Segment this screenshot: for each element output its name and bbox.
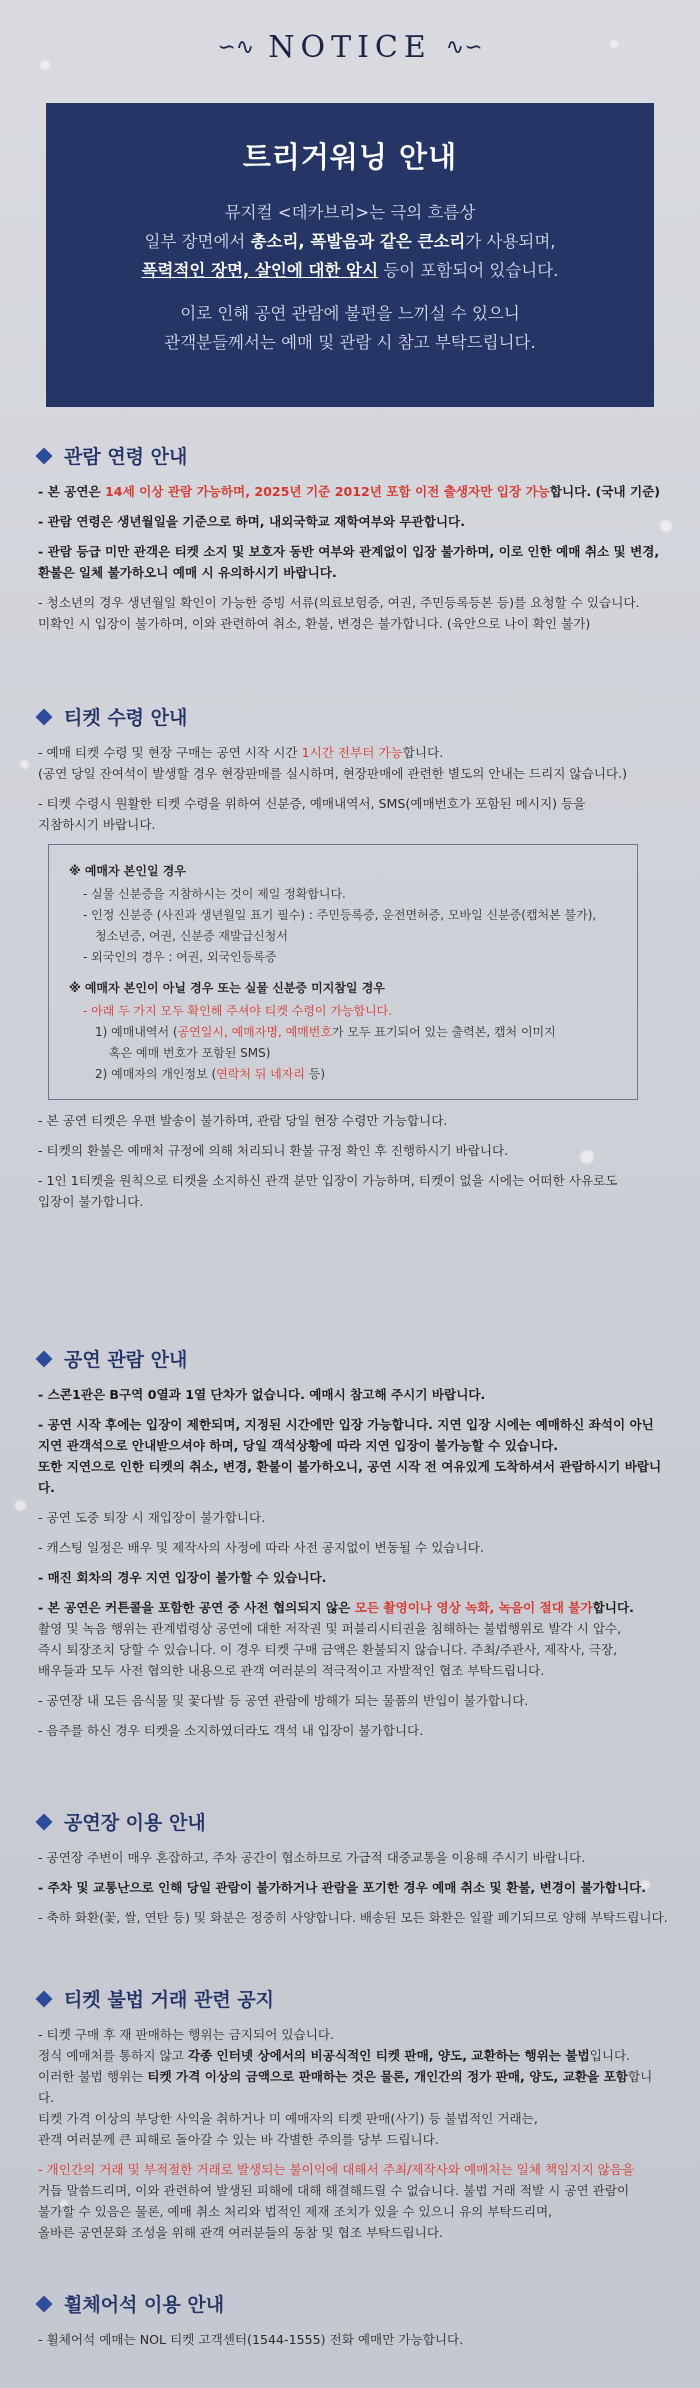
list-item: - 공연 시작 후에는 입장이 제한되며, 지정된 시간에만 입장 가능합니다. 지연 입장 시에는 예매하신 좌석이 아닌 지연 관객석으로 안내받으셔야 하며, 당일 객석상황에 따라 지연 입장이 불가능할 수 있습니다. 또한 지연으로 인한 티켓의 취소, 변경, 환불이 불가하오니, 공연 시작 전 여유있게 도착하셔서 관람하시기 바랍니다. (38, 1417, 662, 1495)
id-info-box: ※ 예매자 본인일 경우 - 실물 신분증을 지참하시는 것이 제일 정확합니다. - 인정 신분증 (사진과 생년월일 표기 필수) : 주민등록증, 운전면허증, 모바일 신분증(캡처본 불가), 청소년증, 여권, 신분증 재발급신청서 - 외국인의 경우 : 여권, 외국인등록증 ※ 예매자 본인이 아닐 경우 또는 실물 신분증 미지참일 경우 - 아래 두 가지 모두 확인해 주셔야 티켓 수령이 가능합니다. 1) 예매내역서 (공연일시, 예매자명, 예매번호가 모두 표기되어 있는 출력본, 캡처 이미지 혹은 예매 번호가 포함된 SMS) 2) 예매자의 개인정보 (연락처 뒤 네자리 등) (48, 844, 638, 1100)
section-age (38, 442, 668, 643)
list-item: - 관람 등급 미만 관객은 티켓 소지 및 보호자 동반 여부와 관계없이 입장 불가하며, 이로 인한 예매 취소 및 변경, 환불은 일체 불가하오니 예매 시 유의하시기 바랍니다. (38, 544, 660, 580)
list-item: - 본 공연 티켓은 우편 발송이 불가하며, 관람 당일 현장 수령만 가능합니다. (38, 1113, 448, 1128)
section-illegal-trade (38, 1985, 668, 2252)
list-item: - 음주를 하신 경우 티켓을 소지하였더라도 객석 내 입장이 불가합니다. (38, 1723, 424, 1738)
list-item: - 본 공연은 14세 이상 관람 가능하며, 2025년 기준 2012년 포함 이전 출생자만 입장 가능합니다. (국내 기준) (38, 484, 661, 499)
section-title: 공연 관람 안내 (38, 1345, 668, 1372)
list-item: - 휠체어석 예매는 NOL 티켓 고객센터(1544-1555) 전화 예매만 가능합니다. (38, 2332, 464, 2347)
list-item: - 축하 화환(꽃, 쌀, 연탄 등) 및 화분은 정중히 사양합니다. 배송된 모든 화환은 일괄 폐기되므로 양해 부탁드립니다. (38, 1910, 668, 1925)
section-title: 공연장 이용 안내 (38, 1808, 668, 1835)
diamond-icon (36, 1813, 53, 1830)
list-item: - 본 공연은 커튼콜을 포함한 공연 중 사전 협의되지 않은 모든 촬영이나 영상 녹화, 녹음이 절대 불가합니다. 촬영 및 녹음 행위는 관계법령상 공연에 대한 저작권 및 퍼블리시티권을 침해하는 불법행위로 발각 시 압수, 즉시 퇴장조치 당할 수 있습니다. 이 경우 티켓 구매 금액은 환불되지 않습니다. 주최/주관사, 제작사, 극장, 배우들과 모두 사전 협의한 내용으로 관객 여러분의 적극적이고 자발적인 협조 부탁드립니다. (38, 1600, 634, 1678)
list-item: - 공연 도중 퇴장 시 재입장이 불가합니다. (38, 1510, 266, 1525)
diamond-icon (36, 1990, 53, 2007)
trigger-line: 이로 인해 공연 관람에 불편을 느끼실 수 있으니 (180, 304, 520, 323)
list-item: - 티켓 구매 후 재 판매하는 행위는 금지되어 있습니다. 정식 예매처를 통하지 않고 각종 인터넷 상에서의 비공식적인 티켓 판매, 양도, 교환하는 행위는 불법입니다. 이러한 불법 행위는 티켓 가격 이상의 금액으로 판매하는 것은 물론, 개인간의 정가 판매, 양도, 교환을 포함합니다. 티켓 가격 이상의 부당한 사익을 취하거나 미 예매자의 티켓 판매(사기) 등 불법적인 거래는, 관객 여러분께 큰 피해로 돌아갈 수 있는 바 각별한 주의를 당부 드립니다. (38, 2027, 653, 2147)
list-item: - 주차 및 교통난으로 인해 당일 관람이 불가하거나 관람을 포기한 경우 예매 취소 및 환불, 변경이 불가합니다. (38, 1880, 647, 1895)
section-ticket-pickup (38, 703, 668, 1221)
section-viewing (38, 1345, 668, 1750)
snow-dot (15, 1500, 26, 1511)
list-item: - 공연장 주변이 매우 혼잡하고, 주차 공간이 협소하므로 가급적 대중교통을 이용해 주시기 바랍니다. (38, 1850, 586, 1865)
list-item: - 1인 1티켓을 원칙으로 티켓을 소지하신 관객 분만 입장이 가능하며, 티켓이 없을 시에는 어떠한 사유로도 입장이 불가합니다. (38, 1173, 618, 1209)
section-title: 티켓 불법 거래 관련 공지 (38, 1985, 668, 2012)
trigger-line: 뮤지컬 <데카브리>는 극의 흐름상 (224, 203, 476, 222)
swirl-ornament-right-icon: ∿∽ (445, 35, 483, 60)
swirl-ornament-left-icon: ∽∿ (217, 35, 255, 60)
section-title: 관람 연령 안내 (38, 442, 668, 469)
section-venue (38, 1808, 668, 1937)
snow-dot (20, 760, 29, 769)
diamond-icon (36, 1350, 53, 1367)
list-item: - 관람 연령은 생년월일을 기준으로 하며, 내외국학교 재학여부와 무관합니다. (38, 514, 466, 529)
list-item: - 개인간의 거래 및 부적절한 거래로 발생되는 불이익에 대해서 주최/제작사와 예매처는 일체 책임지지 않음을 거듭 말씀드리며, 이와 관련하여 발생된 피해에 대해 해결해드릴 수 없습니다. 불법 거래 적발 시 공연 관람이 불가할 수 있음은 물론, 예매 취소 처리와 법적인 제재 조치가 있을 수 있으니 유의 부탁드리며, 올바른 공연문화 조성을 위해 관객 여러분들의 동참 및 협조 부탁드립니다. (38, 2162, 635, 2240)
diamond-icon (36, 2295, 53, 2312)
diamond-icon (36, 447, 53, 464)
list-item: - 예매 티켓 수령 및 현장 구매는 공연 시작 시간 1시간 전부터 가능합니다. (공연 당일 잔여석이 발생할 경우 현장판매를 실시하며, 현장판매에 관련한 별도의 안내는 드리지 않습니다.) (38, 745, 627, 781)
trigger-line: 관객분들께서는 예매 및 관람 시 참고 부탁드립니다. (164, 333, 536, 352)
diamond-icon (36, 708, 53, 725)
section-title: 티켓 수령 안내 (38, 703, 668, 730)
trigger-line: 일부 장면에서 총소리, 폭발음과 같은 큰소리가 사용되며, (144, 232, 556, 251)
notice-header (0, 30, 700, 80)
list-item: - 청소년의 경우 생년월일 확인이 가능한 증빙 서류(의료보험증, 여권, 주민등록등본 등)를 요청할 수 있습니다. 미확인 시 입장이 불가하며, 이와 관련하여 취소, 환불, 변경은 불가합니다. (육안으로 나이 확인 불가) (38, 595, 640, 631)
list-item: - 티켓 수령시 원활한 티켓 수령을 위하여 신분증, 예매내역서, SMS(예매번호가 포함된 메시지) 등을 지참하시기 바랍니다. (38, 796, 586, 832)
list-item: - 티켓의 환불은 예매처 규정에 의해 처리되니 환불 규정 확인 후 진행하시기 바랍니다. (38, 1143, 509, 1158)
section-wheelchair (38, 2290, 668, 2359)
list-item: - 스콘1관은 B구역 0열과 1열 단차가 없습니다. 예매시 참고해 주시기 바랍니다. (38, 1387, 486, 1402)
list-item: - 공연장 내 모든 음식물 및 꽃다발 등 공연 관람에 방해가 되는 물품의 반입이 불가합니다. (38, 1693, 529, 1708)
trigger-warning-title: 트리거워닝 안내 (242, 140, 458, 174)
section-title: 휠체어석 이용 안내 (38, 2290, 668, 2317)
trigger-warning-box (46, 103, 654, 407)
list-item: - 캐스팅 일정은 배우 및 제작사의 사정에 따라 사전 공지없이 변동될 수 있습니다. (38, 1540, 484, 1555)
trigger-line: 폭력적인 장면, 살인에 대한 암시 등이 포함되어 있습니다. (141, 261, 559, 280)
notice-title: NOTICE (268, 30, 432, 65)
list-item: - 매진 회차의 경우 지연 입장이 불가할 수 있습니다. (38, 1570, 327, 1585)
